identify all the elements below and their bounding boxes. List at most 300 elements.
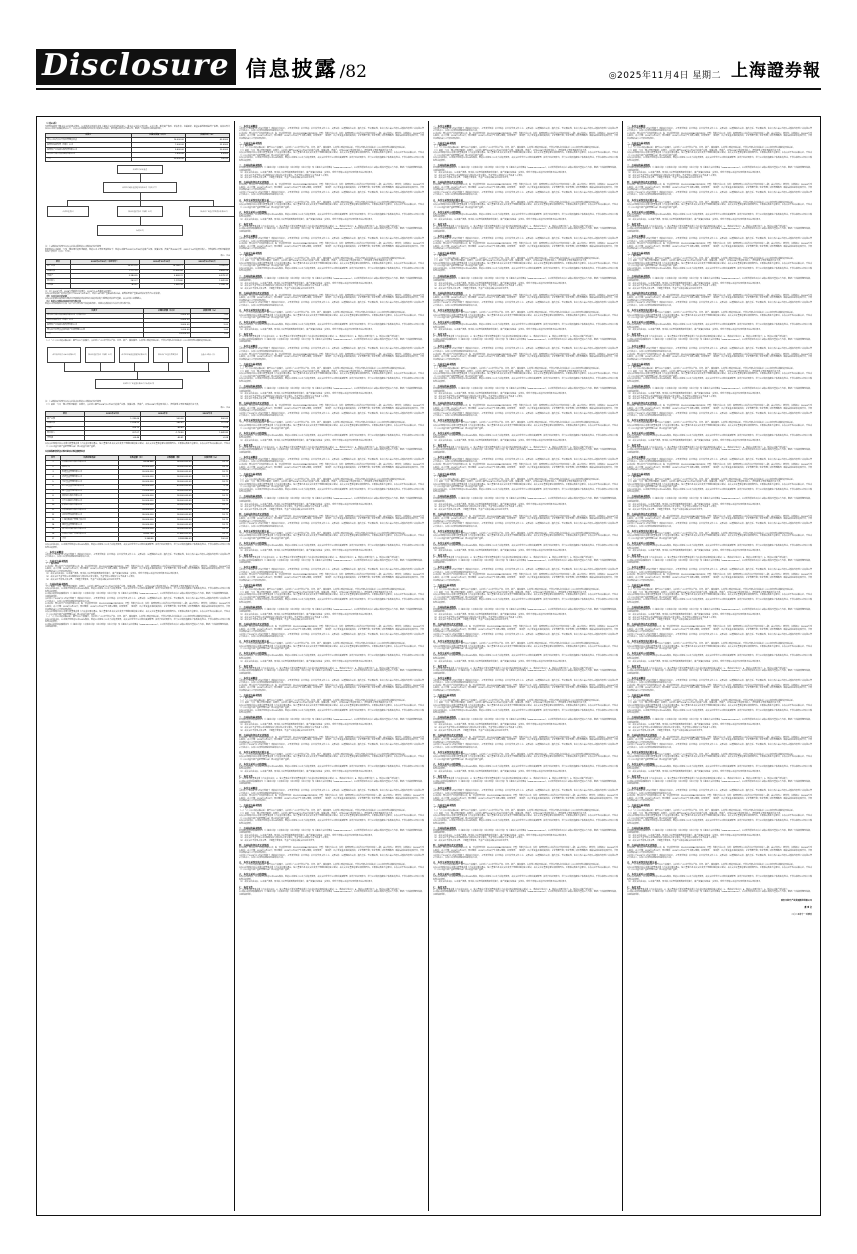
paragraph: 交易各方于2025年11月3日签署了《股权转让协议》，主要条款包括：转让标的、转让价款及支付方式、交割安排、过渡期损益安排、违约责任、争议解决等。协议自各方法定代表人或授权代表签字并加盖公章之日起成立，在各方内部有权审批机构批准后生效。 (45, 598, 230, 603)
paragraph: 1、公司第五届董事会第十六次会议决议；2、独立董事关于第五届董事会第十六次会议相关事项的独立意见；3、《股权转让协议》；4、标的公司审计报告；5、标的公司资产评估报告。 (627, 667, 790, 670)
paragraph: 本次交易事项已经公司第五届董事会第十六次会议审议通过，独立董事已对本次交易发表了明确同意的独立意见。本次交易在董事会审议权限范围内，无需提交股东大会审议。本次交易不构成关联交易，不构成《上市公司重大资产重组管理办法》规定的重大资产重组。 (433, 314, 618, 320)
section-heading: 二、交易对方基本情况 (239, 804, 262, 808)
section-heading: 三、交易标的基本情况 (45, 582, 68, 586)
cell: 80,000,000 (119, 484, 156, 489)
paragraph: （3）本次交易不涉及人员安置、土地租赁等情况，不会产生新的关联交易和同业竞争。 (239, 508, 317, 511)
paragraph: （二）与上市公司的关联关系：截至本公告披露日，交易对方与公司不存在产权、业务、资产、债权债务、人员等方面的其他关系，不存在可能或已经造成上市公司对其利益倾斜的其他关系。 (239, 311, 408, 314)
paragraph: 本次交易事项已经公司第五届董事会第十六次会议审议通过，独立董事已对本次交易发表了明确同意的独立意见。本次交易在董事会审议权限范围内，无需提交股东大会审议。本次交易不构成关联交易，不构成《上市公司重大资产重组管理办法》规定的重大资产重组。 (433, 756, 618, 761)
cell: 18,000,000.00 (155, 465, 193, 470)
cell: 18.72 (193, 518, 230, 523)
cell: 18.72 (193, 532, 230, 537)
paragraph: 公司名称：西安经开产业发展有限公司；统一社会信用代码：91610131MA6TXXXXXX；类型：有限责任公司；住所：陕西省西安市经济技术开发区凤城十二路；法定代表人：张某某；注册资本：18,000万元人民币；成立日期：2016年3月22日；营业期限：2016年3月22日至无固定期限；经营范围：一般项目：以自有资金从事投资活动；企业管理咨询；物业管理；园区管理服务（除依法须经批准的项目外，凭营业执照依法自主开展经营活动）。 (239, 795, 424, 803)
paragraph: （二）与上市公司的关联关系：截至本公告披露日，交易对方与公司不存在产权、业务、资产、债权债务、人员等方面的其他关系，不存在可能或已经造成上市公司对其利益倾斜的其他关系。 (239, 864, 408, 867)
paragraph: （二）与上市公司的关联关系：截至本公告披露日，交易对方与公司不存在产权、业务、资产、债权债务、人员等方面的其他关系，不存在可能或已经造成上市公司对其利益倾斜的其他关系。 (239, 478, 408, 481)
section-heading: 三、交易标的基本情况 (239, 384, 262, 388)
section-heading: 一、本次交易概述 (627, 566, 646, 570)
paragraph: （一）基本情况 (239, 586, 254, 589)
paragraph: （1）本次交易完成后，公司资产规模、营业收入和净利润规模将有所提升，资产负债结构将进一步优化，有利于增强公司的持续盈利能力和抗风险能力。 (239, 218, 375, 221)
paragraph: （三）最近一年又一期主要财务数据：经审计，交易对方截至2024年12月31日的资产总额、负债总额、净资产，以及2024年度的营业收入、净利润等主要财务数据详见下表。 (433, 591, 589, 594)
paragraph: 公司名称：西安经开产业发展有限公司；统一社会信用代码：91610131MA6TXXXXXX；类型：有限责任公司；住所：陕西省西安市经济技术开发区凤城十二路；法定代表人：张某某；注册资本：18,000万元人民币；成立日期：2016年3月22日；营业期限：2016年3月22日至无固定期限；经营范围：一般项目：以自有资金从事投资活动；企业管理咨询；物业管理；园区管理服务（除依法须经批准的项目外，凭营业执照依法自主开展经营活动）。 (239, 463, 424, 472)
paragraph: （1）本次交易完成后，公司资产规模、营业收入和净利润规模将有所提升，资产负债结构将进一步优化，有利于增强公司的持续盈利能力和抗风险能力。 (239, 503, 375, 506)
section-heading: 五、本次交易涉及的关联交易 (433, 640, 463, 644)
paragraph: 公司名称：西安经开产业发展有限公司；统一社会信用代码：91610131MA6TXXXXXX；类型：有限责任公司；住所：陕西省西安市经济技术开发区凤城十二路；法定代表人：张某某；注册资本：18,000万元人民币；成立日期：2016年3月22日；营业期限：2016年3月22日至无固定期限；经营范围：一般项目：以自有资金从事投资活动；企业管理咨询；物业管理；园区管理服务（除依法须经批准的项目外，凭营业执照依法自主开展经营活动）。 (433, 243, 618, 251)
paragraph: 本次交易完成后，公司将持有标的公司100%股权，标的公司将纳入公司合并报表范围。本次交易有利于公司优化资源配置、提升持续经营能力，符合公司发展战略和全体股东的利益，不存在损害公司及中小股东利益的情形。 (45, 588, 230, 593)
section-heading: 五、本次交易涉及的关联交易 (627, 419, 657, 423)
paragraph: 本次交易完成后，公司将持有标的公司100%股权，标的公司将纳入公司合并报表范围。本次交易有利于公司优化资源配置、提升持续经营能力，符合公司发展战略和全体股东的利益，不存在损害公司及中小股东利益的情形。 (627, 267, 812, 273)
paragraph: 交易各方于2025年11月3日签署了《股权转让协议》，主要条款包括：转让标的、转让价款及支付方式、交割安排、过渡期损益安排、违约责任、争议解决等。协议自各方法定代表人或授权代表签字并加盖公章之日起成立，在各方内部有权审批机构批准后生效。 (433, 302, 618, 307)
table-row (46, 157, 230, 162)
cell: 18,000,000.00 (155, 494, 193, 499)
paragraph: 交易各方于2025年11月3日签署了《股权转让协议》，主要条款包括：转让标的、转让价款及支付方式、交割安排、过渡期损益安排、违约责任、争议解决等。协议自各方法定代表人或授权代表签字并加盖公章之日起成立，在各方内部有权审批机构批准后生效。 (239, 191, 424, 197)
paragraph: （3）本次交易不涉及人员安置、土地租赁等情况，不会产生新的关联交易和同业竞争。 (627, 839, 705, 842)
cell: 7,777.25 (70, 269, 139, 274)
paragraph: 本次交易完成后，公司将持有标的公司100%股权，标的公司将纳入公司合并报表范围。本次交易有利于公司优化资源配置、提升持续经营能力，符合公司发展战略和全体股东的利益，不存在损害公司及中小股东利益的情形。 (239, 765, 424, 771)
paragraph: （二）与上市公司的关联关系：截至本公告披露日，交易对方与公司不存在产权、业务、资产、债权债务、人员等方面的其他关系，不存在可能或已经造成上市公司对其利益倾斜的其他关系。 (627, 810, 796, 812)
paragraph: 本次交易事项已经公司第五届董事会第十六次会议审议通过，独立董事已对本次交易发表了明确同意的独立意见。本次交易在董事会审议权限范围内，无需提交股东大会审议。本次交易不构成关联交易，不构成《上市公司重大资产重组管理办法》规定的重大资产重组。 (45, 442, 230, 448)
paragraph: （三）最近一年又一期主要财务数据：经审计，交易对方截至2024年12月31日的资产总额、负债总额、净资产，以及2024年度的营业收入、净利润等主要财务数据详见下表。 (45, 403, 201, 406)
section-heading: 四、交易标的评估及定价情况 (239, 291, 269, 295)
paragraph: 本次交易完成后，公司将持有标的公司100%股权，标的公司将纳入公司合并报表范围。本次交易有利于公司优化资源配置、提升持续经营能力，符合公司发展战略和全体股东的利益，不存在损害公司及中小股东利益的情形。 (627, 876, 812, 881)
section-heading: 四、交易标的评估及定价情况 (239, 402, 269, 406)
paragraph: 交易各方于2025年11月3日签署了《股权转让协议》，主要条款包括：转让标的、转让价款及支付方式、交割安排、过渡期损益安排、违约责任、争议解决等。协议自各方法定代表人或授权代表签字并加盖公章之日起成立，在各方内部有权审批机构批准后生效。 (433, 412, 618, 418)
section-heading: 六、本次交易对公司的影响 (239, 652, 267, 656)
paragraph: 1、公司第五届董事会第十六次会议决议；2、独立董事关于第五届董事会第十六次会议相关事项的独立意见；3、《股权转让协议》；4、标的公司审计报告；5、标的公司资产评估报告。 (433, 225, 596, 228)
paragraph: 本次交易完成后，公司将持有标的公司100%股权，标的公司将纳入公司合并报表范围。本次交易有利于公司优化资源配置、提升持续经营能力，符合公司发展战略和全体股东的利益，不存在损害公司及中小股东利益的情形。 (433, 820, 618, 825)
paragraph: （一）基本情况 (433, 365, 448, 368)
th: 认购股数（股） (155, 456, 193, 461)
paragraph: 交易各方于2025年11月3日签署了《股权转让协议》，主要条款包括：转让标的、转让价款及支付方式、交割安排、过渡期损益安排、违约责任、争议解决等。协议自各方法定代表人或授权代表签字并加盖公章之日起成立，在各方内部有权审批机构批准后生效。 (433, 191, 618, 197)
section-heading: 七、备查文件 (239, 443, 253, 447)
paragraph: （二）与上市公司的关联关系：截至本公告披露日，交易对方与公司不存在产权、业务、资产、债权债务、人员等方面的其他关系，不存在可能或已经造成上市公司对其利益倾斜的其他关系。 (433, 311, 602, 314)
paragraph: 交易各方于2025年11月3日签署了《股权转让协议》，主要条款包括：转让标的、转让价款及支付方式、交割安排、过渡期损益安排、违约责任、争议解决等。协议自各方法定代表人或授权代表签字并加盖公章之日起成立，在各方内部有权审批机构批准后生效。 (433, 854, 618, 860)
paragraph: （1）本次交易完成后，公司资产规模、营业收入和净利润规模将有所提升，资产负债结构将进一步优化，有利于增强公司的持续盈利能力和抗风险能力。 (433, 613, 569, 616)
paragraph: 本次交易完成后，公司将持有标的公司100%股权，标的公司将纳入公司合并报表范围。本次交易有利于公司优化资源配置、提升持续经营能力，符合公司发展战略和全体股东的利益，不存在损害公司及中小股东利益的情形。 (239, 267, 424, 273)
paragraph: （二）与上市公司的关联关系：截至本公告披露日，交易对方与公司不存在产权、业务、资产、债权债务、人员等方面的其他关系，不存在可能或已经造成上市公司对其利益倾斜的其他关系。 (239, 810, 408, 812)
paragraph: 本次交易完成后，公司将持有标的公司100%股权，标的公司将纳入公司合并报表范围。本次交易有利于公司优化资源配置、提升持续经营能力，符合公司发展战略和全体股东的利益，不存在损害公司及中小股东利益的情形。 (627, 324, 812, 329)
cell: 建信基金管理有限公司 (61, 522, 119, 527)
paragraph: （1）本次交易完成后，公司资产规模、营业收入和净利润规模将有所提升，资产负债结构将进一步优化，有利于增强公司的持续盈利能力和抗风险能力。 (627, 172, 763, 175)
paragraph: （2）本次交易不会导致公司控股股东和实际控制人发生变化，不会导致公司股权分布不具备上市条件。 (239, 285, 331, 288)
diagram-node: 西安经开区管委会 (117, 165, 163, 174)
section-heading: 四、交易标的评估及定价情况 (239, 512, 269, 516)
paragraph: （1）本次交易完成后，公司资产规模、营业收入和净利润规模将有所提升，资产负债结构将进一步优化，有利于增强公司的持续盈利能力和抗风险能力。 (627, 439, 763, 442)
paragraph: 交易各方于2025年11月3日签署了《股权转让协议》，主要条款包括：转让标的、转让价款及支付方式、交割安排、过渡期损益安排、违约责任、争议解决等。协议自各方法定代表人或授权代表签字并加盖公章之日起成立，在各方内部有权审批机构批准后生效。 (627, 348, 812, 353)
section-heading: 七、备查文件 (627, 333, 641, 337)
section-heading: 三、交易标的基本情况 (239, 164, 262, 168)
paragraph: （1）本次交易完成后，公司资产规模、营业收入和净利润规模将有所提升，资产负债结构将进一步优化，有利于增强公司的持续盈利能力和抗风险能力。 (239, 724, 375, 727)
section-heading: 七、备查文件 (433, 333, 447, 337)
cell: 36,000,000 (119, 513, 156, 518)
cell: 263.27 (70, 279, 139, 284)
cell: 国信证券股份有限公司 (61, 494, 119, 499)
paragraph: 本次交易完成后，公司将持有标的公司100%股权，标的公司将纳入公司合并报表范围。本次交易有利于公司优化资源配置、提升持续经营能力，符合公司发展战略和全体股东的利益，不存在损害公司及中小股东利益的情形。 (45, 544, 230, 549)
cell: 1,649.85 (184, 279, 229, 284)
paragraph: 公司指定的信息披露媒体为《上海证券报》《中国证券报》《证券时报》《证券日报》及上海证券交易所网站（www.sse.com.cn），公司所有信息均以在上述指定媒体刊登的公告为准，敬请广大投资者理性投资，注意投资风险。 (239, 228, 424, 233)
cell: 45,000,000 (119, 465, 156, 470)
paragraph: （三）最近一年又一期主要财务数据：经审计，交易对方截至2024年12月31日的资产总额、负债总额、净资产，以及2024年度的营业收入、净利润等主要财务数据详见下表。 (433, 149, 589, 152)
cell: 30,000,000 (119, 508, 156, 513)
paragraph: 本次交易事项已经公司第五届董事会第十六次会议审议通过，独立董事已对本次交易发表了明确同意的独立意见。本次交易在董事会审议权限范围内，无需提交股东大会审议。本次交易不构成关联交易，不构成《上市公司重大资产重组管理办法》规定的重大资产重组。 (433, 645, 618, 651)
section-heading: 七、备查文件 (433, 885, 447, 889)
section-heading: 四、交易标的评估及定价情况 (433, 733, 463, 737)
column-4 (623, 121, 816, 1211)
paragraph: （1）本次交易完成后，公司资产规模、营业收入和净利润规模将有所提升，资产负债结构将进一步优化，有利于增强公司的持续盈利能力和抗风险能力。 (627, 218, 763, 221)
paragraph: 本次交易完成后，公司将持有标的公司100%股权，标的公司将纳入公司合并报表范围。本次交易有利于公司优化资源配置、提升持续经营能力，符合公司发展战略和全体股东的利益，不存在损害公司及中小股东利益的情形。 (433, 213, 618, 219)
section-heading: 六、本次交易对公司的影响 (627, 762, 655, 766)
section-heading: 六、本次交易对公司的影响 (433, 873, 461, 877)
post-diagram-paragraph: 根据标的公司最近一年及一期经审计的财务数据，标的公司主要财务指标如下：标的公司截至2025年6月30日的资产总额、负债总额、净资产及2024年度、2025年1-6月的营业收入、净利润等主要财务数据情况如下表所示（单位：万元）。 (45, 248, 230, 254)
section-heading: 四、交易标的评估及定价情况 (239, 181, 269, 185)
section-heading: 三、交易标的基本情况 (239, 274, 262, 278)
section-heading: 七、备查文件 (627, 443, 641, 447)
cell: 18,000,000.00 (155, 460, 193, 465)
paragraph: 公司指定的信息披露媒体为《上海证券报》《中国证券报》《证券时报》《证券日报》及上海证券交易所网站（www.sse.com.cn），公司所有信息均以在上述指定媒体刊登的公告为准，敬请广大投资者理性投资，注意投资风险。 (433, 670, 618, 675)
paragraph: 公司名称：西安经开产业发展有限公司；统一社会信用代码：91610131MA6TXXXXXX；类型：有限责任公司；住所：陕西省西安市经济技术开发区凤城十二路；法定代表人：张某某；注册资本：18,000万元人民币；成立日期：2016年3月22日；营业期限：2016年3月22日至无固定期限；经营范围：一般项目：以自有资金从事投资活动；企业管理咨询；物业管理；园区管理服务（除依法须经批准的项目外，凭营业执照依法自主开展经营活动）。 (433, 184, 618, 192)
th: 序号 (46, 456, 61, 461)
section-heading: 三、交易标的基本情况 (239, 826, 262, 830)
paragraph: 本次交易事项已经公司第五届董事会第十六次会议审议通过，独立董事已对本次交易发表了明确同意的独立意见。本次交易在董事会审议权限范围内，无需提交股东大会审议。本次交易不构成关联交易，不构成《上市公司重大资产重组管理办法》规定的重大资产重组。 (239, 483, 424, 489)
table5-caption: 本次募集配套资金认购对象及认购金额情况表 (45, 451, 86, 454)
paragraph: 本次交易完成后，公司将持有标的公司100%股权，标的公司将纳入公司合并报表范围。本次交易有利于公司优化资源配置、提升持续经营能力，符合公司发展战略和全体股东的利益，不存在损害公司及中小股东利益的情形。 (239, 655, 424, 661)
paragraph: （3）本次交易不涉及人员安置、土地租赁等情况，不会产生新的关联交易和同业竞争。 (627, 729, 705, 732)
th: 认缴出资额（万元） (131, 133, 185, 138)
paragraph: 1、公司第五届董事会第十六次会议决议；2、独立董事关于第五届董事会第十六次会议相关事项的独立意见；3、《股权转让协议》；4、标的公司审计报告；5、标的公司资产评估报告。 (627, 225, 790, 228)
cell: 18,000,000.00 (155, 527, 193, 532)
paragraph: 公司指定的信息披露媒体为《上海证券报》《中国证券报》《证券时报》《证券日报》及上海证券交易所网站（www.sse.com.cn），公司所有信息均以在上述指定媒体刊登的公告为准，敬请广大投资者理性投资，注意投资风险。 (627, 780, 812, 786)
th: 2025年6月末 (84, 412, 140, 417)
paragraph: （三）最近一年又一期主要财务数据：经审计，交易对方截至2024年12月31日的资产总额、负债总额、净资产，以及2024年度的营业收入、净利润等主要财务数据详见下表。 (627, 591, 783, 594)
paragraph: 本次交易完成后，公司将持有标的公司100%股权，标的公司将纳入公司合并报表范围。本次交易有利于公司优化资源配置、提升持续经营能力，符合公司发展战略和全体股东的利益，不存在损害公司及中小股东利益的情形。 (433, 488, 618, 494)
section-heading: 三、交易标的基本情况 (433, 274, 456, 278)
section-heading: 四、交易标的评估及定价情况 (627, 844, 657, 848)
section-heading: 七、备查文件 (239, 664, 253, 668)
paragraph: （3）本次交易不涉及人员安置、土地租赁等情况，不会产生新的关联交易和同业竞争。 (433, 398, 511, 401)
paragraph: （1）本次交易完成后，公司资产规模、营业收入和净利润规模将有所提升，资产负债结构将进一步优化，有利于增强公司的持续盈利能力和抗风险能力。 (627, 329, 763, 332)
paragraph: 本次交易事项已经公司第五届董事会第十六次会议审议通过，独立董事已对本次交易发表了明确同意的独立意见。本次交易在董事会审议权限范围内，无需提交股东大会审议。本次交易不构成关联交易，不构成《上市公司重大资产重组管理办法》规定的重大资产重组。 (433, 704, 618, 710)
paragraph: 本次交易完成后，公司将持有标的公司100%股权，标的公司将纳入公司合并报表范围。本次交易有利于公司优化资源配置、提升持续经营能力，符合公司发展战略和全体股东的利益，不存在损害公司及中小股东利益的情形。 (627, 765, 812, 771)
paragraph: （一）基本情况 (627, 586, 642, 589)
cell: -86.49 (141, 426, 185, 431)
section-heading: 六、本次交易对公司的影响 (627, 431, 655, 435)
paragraph: 公司名称：西安经开产业发展有限公司；统一社会信用代码：91610131MA6TXXXXXX；类型：有限责任公司；住所：陕西省西安市经济技术开发区凤城十二路；法定代表人：张某某；注册资本：18,000万元人民币；成立日期：2016年3月22日；营业期限：2016年3月22日至无固定期限；经营范围：一般项目：以自有资金从事投资活动；企业管理咨询；物业管理；园区管理服务（除依法须经批准的项目外，凭营业执照依法自主开展经营活动）。 (239, 294, 424, 302)
paragraph: （2）本次交易不会导致公司控股股东和实际控制人发生变化，不会导致公司股权分布不具备上市条件。 (433, 395, 525, 398)
cell: 陕西省产业投资控股集团有限公司 (46, 323, 144, 328)
paragraph: （1）本次交易完成后，公司资产规模、营业收入和净利润规模将有所提升，资产负债结构将进一步优化，有利于增强公司的持续盈利能力和抗风险能力。 (239, 613, 375, 616)
th: 项目 (46, 259, 71, 264)
cell: 11,466.88 (139, 269, 184, 274)
paragraph: 交易各方于2025年11月3日签署了《股权转让协议》，主要条款包括：转让标的、转让价款及支付方式、交割安排、过渡期损益安排、违约责任、争议解决等。协议自各方法定代表人或授权代表签字并加盖公章之日起成立，在各方内部有权审批机构批准后生效。 (627, 633, 812, 639)
cell: 上海高毅资产管理合伙企业 (61, 518, 119, 523)
paragraph: 交易各方于2025年11月3日签署了《股权转让协议》，主要条款包括：转让标的、转让价款及支付方式、交割安排、过渡期损益安排、违约责任、争议解决等。协议自各方法定代表人或授权代表签字并加盖公章之日起成立，在各方内部有权审批机构批准后生效。 (627, 127, 812, 133)
cell: 11 (46, 508, 61, 513)
cell: 西安经开城市发展建设有限公司 (46, 152, 132, 157)
cell: 18,000,000.00 (155, 470, 193, 475)
paragraph: （二）与上市公司的关联关系：截至本公告披露日，交易对方与公司不存在产权、业务、资产、债权债务、人员等方面的其他关系，不存在可能或已经造成上市公司对其利益倾斜的其他关系。 (627, 311, 796, 314)
section-heading: 二、交易对方基本情况 (627, 252, 650, 256)
section-heading: 一、本次交易概述 (239, 787, 258, 791)
paragraph: （2）本次交易不会导致公司控股股东和实际控制人发生变化，不会导致公司股权分布不具备上市条件。 (433, 174, 525, 177)
paragraph: （一）基本情况 (433, 255, 448, 258)
section-heading: 一、本次交易概述 (627, 787, 646, 791)
paragraph: 1、公司第五届董事会第十六次会议决议；2、独立董事关于第五届董事会第十六次会议相关事项的独立意见；3、《股权转让协议》；4、标的公司审计报告；5、标的公司资产评估报告。 (627, 888, 790, 891)
diagram-node: 陕西省投资集团（有限）公司 (85, 347, 115, 363)
section-heading: 一、本次交易概述 (239, 124, 258, 128)
section-heading: 六、本次交易对公司的影响 (627, 210, 655, 214)
section-heading: 一、本次交易概述 (433, 345, 452, 349)
paragraph: 公司指定的信息披露媒体为《上海证券报》《中国证券报》《证券时报》《证券日报》及上海证券交易所网站（www.sse.com.cn），公司所有信息均以在上述指定媒体刊登的公告为准，敬请广大投资者理性投资，注意投资风险。 (239, 719, 424, 724)
cell: 5,384.65 (70, 274, 139, 279)
cell: 1,649.85 (185, 431, 229, 436)
paragraph: 本次交易完成后，公司将持有标的公司100%股权，标的公司将纳入公司合并报表范围。本次交易有利于公司优化资源配置、提升持续经营能力，符合公司发展战略和全体股东的利益，不存在损害公司及中小股东利益的情形。 (627, 820, 812, 825)
section-heading: 三、交易标的基本情况 (627, 164, 650, 168)
section-heading: 二、交易对方基本情况 (239, 362, 262, 366)
th: 2024年12月31日 (139, 259, 184, 264)
cell: 18,000,000.00 (155, 475, 193, 480)
paragraph: 本次交易完成后，公司将持有标的公司100%股权，标的公司将纳入公司合并报表范围。本次交易有利于公司优化资源配置、提升持续经营能力，符合公司发展战略和全体股东的利益，不存在损害公司及中小股东利益的情形。 (627, 157, 812, 163)
section-heading: 一、本次交易概述 (239, 566, 258, 570)
paragraph: （1）本次交易完成后，公司资产规模、营业收入和净利润规模将有所提升，资产负债结构将进一步优化，有利于增强公司的持续盈利能力和抗风险能力。 (433, 881, 569, 884)
cell: 18.72 (193, 522, 230, 527)
paragraph: （2）本次交易不会导致公司控股股东和实际控制人发生变化，不会导致公司股权分布不具备上市条件。 (627, 285, 719, 288)
section-heading: 一、本次交易概述 (239, 676, 258, 680)
section-heading: 二、交易对方基本情况 (239, 252, 262, 256)
paragraph: （2）本次交易不会导致公司控股股东和实际控制人发生变化，不会导致公司股权分布不具备上市条件。 (239, 837, 331, 840)
paragraph: （三）最近一年又一期主要财务数据：经审计，交易对方截至2024年12月31日的资产总额、负债总额、净资产，以及2024年度的营业收入、净利润等主要财务数据详见下表。 (239, 591, 395, 594)
cell: 16,000.00 (131, 138, 185, 143)
diagram-node: 陕西省产业投资控股集团 (153, 347, 183, 363)
paragraph: （1）本次交易完成后，公司资产规模、营业收入和净利润规模将有所提升，资产负债结构将进一步优化，有利于增强公司的持续盈利能力和抗风险能力。 (239, 282, 375, 285)
paragraph: 公司指定的信息披露媒体为《上海证券报》《中国证券报》《证券时报》《证券日报》及上海证券交易所网站（www.sse.com.cn），公司所有信息均以在上述指定媒体刊登的公告为准，敬请广大投资者理性投资，注意投资风险。 (627, 228, 812, 233)
section-heading: 三、交易标的基本情况 (433, 495, 456, 499)
paragraph: 公司名称：西安经开产业发展有限公司；统一社会信用代码：91610131MA6TXXXXXX；类型：有限责任公司；住所：陕西省西安市经济技术开发区凤城十二路；法定代表人：张某某；注册资本：18,000万元人民币；成立日期：2016年3月22日；营业期限：2016年3月22日至无固定期限；经营范围：一般项目：以自有资金从事投资活动；企业管理咨询；物业管理；园区管理服务（除依法须经批准的项目外，凭营业执照依法自主开展经营活动）。 (433, 294, 618, 302)
paragraph: （二）与上市公司的关联关系：截至本公告披露日，交易对方与公司不存在产权、业务、资产、债权债务、人员等方面的其他关系，不存在可能或已经造成上市公司对其利益倾斜的其他关系。 (627, 201, 796, 204)
cell: 30.0000 (185, 147, 229, 152)
paragraph: （3）本次交易不涉及人员安置、土地租赁等情况，不会产生新的关联交易和同业竞争。 (239, 729, 317, 732)
cell: 5,000.00 (143, 318, 191, 323)
cell: 5.76 (193, 484, 230, 489)
paragraph: 本次交易完成后，公司将持有标的公司100%股权，标的公司将纳入公司合并报表范围。本次交易有利于公司优化资源配置、提升持续经营能力，符合公司发展战略和全体股东的利益，不存在损害公司及中小股东利益的情形。 (627, 545, 812, 550)
cell: 资产总额 (46, 417, 85, 422)
paragraph: 1、公司第五届董事会第十六次会议决议；2、独立董事关于第五届董事会第十六次会议相关事项的独立意见；3、《股权转让协议》；4、标的公司审计报告；5、标的公司资产评估报告。 (433, 336, 596, 339)
paragraph: 1、公司第五届董事会第十六次会议决议；2、独立董事关于第五届董事会第十六次会议相关事项的独立意见；3、《股权转让协议》；4、标的公司审计报告；5、标的公司资产评估报告。 (433, 778, 596, 781)
cell: 16,146.77 (139, 264, 184, 269)
paragraph: 本次交易完成后，公司将持有标的公司100%股权，标的公司将纳入公司合并报表范围。本次交易有利于公司优化资源配置、提升持续经营能力，符合公司发展战略和全体股东的利益，不存在损害公司及中小股东利益的情形。 (627, 488, 812, 494)
th: 2025年6月30日（未经审计） (70, 259, 139, 264)
paragraph: 公司指定的信息披露媒体为《上海证券报》《中国证券报》《证券时报》《证券日报》及上海证券交易所网站（www.sse.com.cn），公司所有信息均以在上述指定媒体刊登的公告为准，敬请广大投资者理性投资，注意投资风险。 (627, 891, 812, 896)
section-heading: 六、本次交易对公司的影响 (433, 542, 461, 546)
paragraph: 1、公司第五届董事会第十六次会议决议；2、独立董事关于第五届董事会第十六次会议相关事项的独立意见；3、《股权转让协议》；4、标的公司审计报告；5、标的公司资产评估报告。 (239, 888, 402, 891)
paragraph: （2）本次交易不会导致公司控股股东和实际控制人发生变化，不会导致公司股权分布不具备上市条件。 (433, 616, 525, 619)
intro-paragraph: 为便利投资者了解本次交易的相关情况，公司根据中国证监会及上海证券交易所的相关规定，就本次交易的主要内容、交易方案、标的资产情况、评估作价、业绩承诺、资金来源等事项进行了说明，具体内容详见本公司同日披露的相关公告。本次交易尚需取得有权部门的批准或核准，能否通过尚存在不确定性，敬请广大投资者注意投资风险。 (45, 125, 230, 131)
section-heading: 六、本次交易对公司的影响 (239, 431, 267, 435)
cell: 100.00 (193, 537, 230, 542)
paragraph: （三）最近一年又一期主要财务数据：经审计，交易对方截至2024年12月31日的资产总额、负债总额、净资产，以及2024年度的营业收入、净利润等主要财务数据详见下表。 (627, 481, 783, 484)
section-heading: 二、交易对方基本情况 (433, 694, 456, 697)
paragraph: 公司名称：西安经开产业发展有限公司；统一社会信用代码：91610131MA6TXXXXXX；类型：有限责任公司；住所：陕西省西安市经济技术开发区凤城十二路；法定代表人：张某某；注册资本：18,000万元人民币；成立日期：2016年3月22日；营业期限：2016年3月22日至无固定期限；经营范围：一般项目：以自有资金从事投资活动；企业管理咨询；物业管理；园区管理服务（除依法须经批准的项目外，凭营业执照依法自主开展经营活动）。 (239, 847, 424, 855)
section-heading: 六、本次交易对公司的影响 (433, 431, 461, 435)
paragraph: （1）本次交易完成后，公司资产规模、营业收入和净利润规模将有所提升，资产负债结构将进一步优化，有利于增强公司的持续盈利能力和抗风险能力。 (627, 660, 763, 663)
table-row (46, 332, 230, 337)
section-heading: 五、本次交易涉及的关联交易 (433, 419, 463, 423)
cell: 中国银河证券股份有限公司 (61, 460, 119, 465)
paragraph: （1）本次交易完成后，公司资产规模、营业收入和净利润规模将有所提升，资产负债结构将进一步优化，有利于增强公司的持续盈利能力和抗风险能力。 (627, 834, 763, 837)
cell: 30,000,000 (119, 475, 156, 480)
paragraph: 交易各方于2025年11月3日签署了《股权转让协议》，主要条款包括：转让标的、转让价款及支付方式、交割安排、过渡期损益安排、违约责任、争议解决等。协议自各方法定代表人或授权代表签字并加盖公章之日起成立，在各方内部有权审批机构批准后生效。 (239, 348, 424, 353)
cell: 诺德基金管理有限公司 (61, 475, 119, 480)
table-shareholders-before (45, 133, 230, 163)
paragraph: 本次交易事项已经公司第五届董事会第十六次会议审议通过，独立董事已对本次交易发表了明确同意的独立意见。本次交易在董事会审议权限范围内，无需提交股东大会审议。本次交易不构成关联交易，不构成《上市公司重大资产重组管理办法》规定的重大资产重组。 (627, 262, 812, 268)
paragraph: 本次交易完成后，公司将持有标的公司100%股权，标的公司将纳入公司合并报表范围。本次交易有利于公司优化资源配置、提升持续经营能力，符合公司发展战略和全体股东的利益，不存在损害公司及中小股东利益的情形。 (627, 213, 812, 219)
paragraph: 交易各方于2025年11月3日签署了《股权转让协议》，主要条款包括：转让标的、转让价款及支付方式、交割安排、过渡期损益安排、违约责任、争议解决等。协议自各方法定代表人或授权代表签字并加盖公章之日起成立，在各方内部有权审批机构批准后生效。 (627, 569, 812, 574)
section-heading: 五、本次交易涉及的关联交易 (239, 529, 269, 533)
section-heading: 五、本次交易涉及的关联交易 (239, 640, 269, 644)
paragraph: （1）本次交易完成后，公司资产规模、营业收入和净利润规模将有所提升，资产负债结构将进一步优化，有利于增强公司的持续盈利能力和抗风险能力。 (627, 393, 763, 396)
cell: 500.00 (141, 417, 185, 422)
cell: 18,000,000.00 (155, 518, 193, 523)
paragraph: 公司名称：西安经开产业发展有限公司；统一社会信用代码：91610131MA6TXXXXXX；类型：有限责任公司；住所：陕西省西安市经济技术开发区凤城十二路；法定代表人：张某某；注册资本：18,000万元人民币；成立日期：2016年3月22日；营业期限：2016年3月22日至无固定期限；经营范围：一般项目：以自有资金从事投资活动；企业管理咨询；物业管理；园区管理服务（除依法须经批准的项目外，凭营业执照依法自主开展经营活动）。 (239, 626, 424, 634)
paragraph: （1）本次交易完成后，公司资产规模、营业收入和净利润规模将有所提升，资产负债结构将进一步优化，有利于增强公司的持续盈利能力和抗风险能力。 (239, 393, 375, 396)
paragraph: （一）基本情况 (239, 476, 254, 479)
cell: 18,000,000.00 (155, 489, 193, 494)
paragraph: 本次交易完成后，公司将持有标的公司100%股权，标的公司将纳入公司合并报表范围。本次交易有利于公司优化资源配置、提升持续经营能力，符合公司发展战略和全体股东的利益，不存在损害公司及中小股东利益的情形。 (45, 618, 230, 624)
paragraph: （一）基本情况 (627, 697, 642, 699)
section-heading: 六、本次交易对公司的影响 (433, 321, 461, 325)
paragraph: 本次交易完成后，公司将持有标的公司100%股权，标的公司将纳入公司合并报表范围。本次交易有利于公司优化资源配置、提升持续经营能力，符合公司发展战略和全体股东的利益，不存在损害公司及中小股东利益的情形。 (239, 545, 424, 550)
paragraph: （二）与上市公司的关联关系：截至本公告披露日，交易对方与公司不存在产权、业务、资产、债权债务、人员等方面的其他关系，不存在可能或已经造成上市公司对其利益倾斜的其他关系。 (239, 422, 408, 425)
diagram-node: 其他中小股东合计 (187, 347, 229, 363)
paragraph: 公司名称：西安经开产业发展有限公司；统一社会信用代码：91610131MA6TXXXXXX；类型：有限责任公司；住所：陕西省西安市经济技术开发区凤城十二路；法定代表人：张某某；注册资本：18,000万元人民币；成立日期：2016年3月22日；营业期限：2016年3月22日至无固定期限；经营范围：一般项目：以自有资金从事投资活动；企业管理咨询；物业管理；园区管理服务（除依法须经批准的项目外，凭营业执照依法自主开展经营活动）。 (433, 353, 618, 361)
paragraph: 公司指定的信息披露媒体为《上海证券报》《中国证券报》《证券时报》《证券日报》及上海证券交易所网站（www.sse.com.cn），公司所有信息均以在上述指定媒体刊登的公告为准，敬请广大投资者理性投资，注意投资风险。 (239, 670, 424, 675)
section-heading: 六、本次交易对公司的影响 (627, 321, 655, 325)
section-heading: 六、本次交易对公司的影响 (239, 321, 267, 325)
paragraph: 公司指定的信息披露媒体为《上海证券报》《中国证券报》《证券时报》《证券日报》及上海证券交易所网站（www.sse.com.cn），公司所有信息均以在上述指定媒体刊登的公告为准，敬请广大投资者理性投资，注意投资风险。 (433, 338, 618, 344)
section-heading: 二、交易对方基本情况 (627, 473, 650, 477)
cell: 5,400.00 (131, 147, 185, 152)
th: 持股比例（%） (191, 308, 230, 313)
paragraph: （三）最近一年又一期主要财务数据：经审计，交易对方截至2024年12月31日的资产总额、负债总额、净资产，以及2024年度的营业收入、净利润等主要财务数据详见下表。 (627, 812, 783, 815)
section-heading: 六、本次交易对公司的影响 (627, 873, 655, 877)
section-heading: 三、交易标的基本情况 (239, 495, 262, 499)
cell: 中信建投证券股份有限公司 (61, 508, 119, 513)
section-heading: 三、交易标的基本情况 (433, 716, 456, 720)
paragraph: 本次交易完成后，公司将持有标的公司100%股权，标的公司将纳入公司合并报表范围。本次交易有利于公司优化资源配置、提升持续经营能力，符合公司发展战略和全体股东的利益，不存在损害公司及中小股东利益的情形。 (627, 709, 812, 715)
paragraph: 公司名称：西安经开产业发展有限公司；统一社会信用代码：91610131MA6TXXXXXX；类型：有限责任公司；住所：陕西省西安市经济技术开发区凤城十二路；法定代表人：张某某；注册资本：18,000万元人民币；成立日期：2016年3月22日；营业期限：2016年3月22日至无固定期限；经营范围：一般项目：以自有资金从事投资活动；企业管理咨询；物业管理；园区管理服务（除依法须经批准的项目外，凭营业执照依法自主开展经营活动）。 (627, 405, 812, 413)
cell: 75,000,000 (119, 489, 156, 494)
paragraph: （3）本次交易不涉及人员安置、土地租赁等情况，不会产生新的关联交易和同业竞争。 (433, 287, 511, 290)
diagram-node: 西安经发集团 (47, 206, 89, 217)
paragraph: 公司指定的信息披露媒体为《上海证券报》《中国证券报》《证券时报》《证券日报》及上海证券交易所网站（www.sse.com.cn），公司所有信息均以在上述指定媒体刊登的公告为准，敬请广大投资者理性投资，注意投资风险。 (239, 449, 424, 454)
cell: 326.13 (84, 426, 140, 431)
cell: 1,740.66 (84, 417, 140, 422)
section-heading: 三、交易标的基本情况 (433, 605, 456, 609)
paragraph: （3）本次交易不涉及人员安置、土地租赁等情况，不会产生新的关联交易和同业竞争。 (433, 729, 511, 732)
paragraph: 本次交易事项已经公司第五届董事会第十六次会议审议通过，独立董事已对本次交易发表了明确同意的独立意见。本次交易在董事会审议权限范围内，无需提交股东大会审议。本次交易不构成关联交易，不构成《上市公司重大资产重组管理办法》规定的重大资产重组。 (239, 704, 424, 710)
paragraph: 公司指定的信息披露媒体为《上海证券报》《中国证券报》《证券时报》《证券日报》及上海证券交易所网站（www.sse.com.cn），公司所有信息均以在上述指定媒体刊登的公告为准，敬请广大投资者理性投资，注意投资风险。 (433, 780, 618, 786)
paragraph: 公司名称：西安经开产业发展有限公司；统一社会信用代码：91610131MA6TXXXXXX；类型：有限责任公司；住所：陕西省西安市经济技术开发区凤城十二路；法定代表人：张某某；注册资本：18,000万元人民币；成立日期：2016年3月22日；营业期限：2016年3月22日至无固定期限；经营范围：一般项目：以自有资金从事投资活动；企业管理咨询；物业管理；园区管理服务（除依法须经批准的项目外，凭营业执照依法自主开展经营活动）。 (239, 405, 424, 413)
paragraph: 交易各方于2025年11月3日签署了《股权转让协议》，主要条款包括：转让标的、转让价款及支付方式、交割安排、过渡期损益安排、违约责任、争议解决等。协议自各方法定代表人或授权代表签字并加盖公章之日起成立，在各方内部有权审批机构批准后生效。 (433, 790, 618, 795)
section-heading: 七、备查文件 (433, 554, 447, 558)
paragraph: 交易各方于2025年11月3日签署了《股权转让协议》，主要条款包括：转让标的、转让价款及支付方式、交割安排、过渡期损益安排、违约责任、争议解决等。协议自各方法定代表人或授权代表签字并加盖公章之日起成立，在各方内部有权审批机构批准后生效。 (239, 790, 424, 795)
cell: 申万宏源证券有限公司 (61, 499, 119, 504)
paragraph: （一）基本情况 (433, 807, 448, 810)
paragraph: （三）最近一年又一期主要财务数据：经审计，交易对方截至2024年12月31日的资产总额、负债总额、净资产，以及2024年度的营业收入、净利润等主要财务数据详见下表。 (433, 702, 589, 705)
paragraph: 1、公司第五届董事会第十六次会议决议；2、独立董事关于第五届董事会第十六次会议相关事项的独立意见；3、《股权转让协议》；4、标的公司审计报告；5、标的公司资产评估报告。 (239, 446, 402, 449)
paragraph: 交易各方于2025年11月3日签署了《股权转让协议》，主要条款包括：转让标的、转让价款及支付方式、交割安排、过渡期损益安排、违约责任、争议解决等。协议自各方法定代表人或授权代表签字并加盖公章之日起成立，在各方内部有权审批机构批准后生效。 (627, 412, 812, 418)
paragraph: （二）与上市公司的关联关系：截至本公告披露日，交易对方与公司不存在产权、业务、资产、债权债务、人员等方面的其他关系，不存在可能或已经造成上市公司对其利益倾斜的其他关系。 (239, 699, 408, 702)
cell: 15 (46, 527, 61, 532)
section-heading: 四、交易标的评估及定价情况 (627, 291, 657, 295)
paragraph: （2）本次交易不会导致公司控股股东和实际控制人发生变化，不会导致公司股权分布不具备上市条件。 (45, 576, 137, 579)
cell: 合计 (46, 157, 132, 162)
section-heading: 二、交易对方基本情况 (433, 804, 456, 808)
section-heading: 一、本次交易概述 (627, 234, 646, 238)
section-heading: 四、交易标的评估及定价情况 (627, 402, 657, 406)
signature-date: 二〇二五年十一月四日 (791, 914, 812, 917)
cell: 负债总额 (46, 421, 85, 426)
cell: 18.72 (193, 470, 230, 475)
paragraph: 公司名称：西安经开产业发展有限公司；统一社会信用代码：91610131MA6TXXXXXX；类型：有限责任公司；住所：陕西省西安市经济技术开发区凤城十二路；法定代表人：张某某；注册资本：18,000万元人民币；成立日期：2016年3月22日；营业期限：2016年3月22日至无固定期限；经营范围：一般项目：以自有资金从事投资活动；企业管理咨询；物业管理；园区管理服务（除依法须经批准的项目外，凭营业执照依法自主开展经营活动）。 (45, 565, 230, 573)
paragraph: 公司名称：西安经开产业发展有限公司；统一社会信用代码：91610131MA6TXXXXXX；类型：有限责任公司；住所：陕西省西安市经济技术开发区凤城十二路；法定代表人：张某某；注册资本：18,000万元人民币；成立日期：2016年3月22日；营业期限：2016年3月22日至无固定期限；经营范围：一般项目：以自有资金从事投资活动；企业管理咨询；物业管理；园区管理服务（除依法须经批准的项目外，凭营业执照依法自主开展经营活动）。 (433, 132, 618, 140)
paragraph: （二）与上市公司的关联关系：截至本公告披露日，交易对方与公司不存在产权、业务、资产、债权债务、人员等方面的其他关系，不存在可能或已经造成上市公司对其利益倾斜的其他关系。 (433, 478, 602, 481)
section-heading: 一、本次交易概述 (239, 234, 258, 238)
paragraph: （2）本次交易不会导致公司控股股东和实际控制人发生变化，不会导致公司股权分布不具备上市条件。 (627, 174, 719, 177)
paragraph: 本次交易事项已经公司第五届董事会第十六次会议审议通过，独立董事已对本次交易发表了明确同意的独立意见。本次交易在董事会审议权限范围内，无需提交股东大会审议。本次交易不构成关联交易，不构成《上市公司重大资产重组管理办法》规定的重大资产重组。 (433, 204, 618, 209)
cell: 586.49 (141, 421, 185, 426)
paragraph: 1、公司第五届董事会第十六次会议决议；2、独立董事关于第五届董事会第十六次会议相关事项的独立意见；3、《股权转让协议》；4、标的公司审计报告；5、标的公司资产评估报告。 (239, 225, 402, 228)
section-heading: 一、本次交易概述 (45, 550, 64, 554)
masthead-right (609, 56, 821, 85)
paragraph: 本次交易完成后，公司将持有标的公司100%股权，标的公司将纳入公司合并报表范围。本次交易有利于公司优化资源配置、提升持续经营能力，符合公司发展战略和全体股东的利益，不存在损害公司及中小股东利益的情形。 (239, 434, 424, 440)
paragraph: 公司指定的信息披露媒体为《上海证券报》《中国证券报》《证券时报》《证券日报》及上海证券交易所网站（www.sse.com.cn），公司所有信息均以在上述指定媒体刊登的公告为准，敬请广大投资者理性投资，注意投资风险。 (239, 559, 424, 565)
paragraph: （1）本次交易完成后，公司资产规模、营业收入和净利润规模将有所提升，资产负债结构将进一步优化，有利于增强公司的持续盈利能力和抗风险能力。 (433, 393, 569, 396)
paragraph: 交易各方于2025年11月3日签署了《股权转让协议》，主要条款包括：转让标的、转让价款及支付方式、交割安排、过渡期损益安排、违约责任、争议解决等。协议自各方法定代表人或授权代表签字并加盖公章之日起成立，在各方内部有权审批机构批准后生效。 (239, 679, 424, 685)
cell: 5,468.31 (139, 274, 184, 279)
paragraph: 公司名称：西安经开产业发展有限公司；统一社会信用代码：91610131MA6TXXXXXX；类型：有限责任公司；住所：陕西省西安市经济技术开发区凤城十二路；法定代表人：张某某；注册资本：18,000万元人民币；成立日期：2016年3月22日；营业期限：2016年3月22日至无固定期限；经营范围：一般项目：以自有资金从事投资活动；企业管理咨询；物业管理；园区管理服务（除依法须经批准的项目外，凭营业执照依法自主开展经营活动）。 (239, 243, 424, 251)
paragraph: 本次交易事项已经公司第五届董事会第十六次会议审议通过，独立董事已对本次交易发表了明确同意的独立意见。本次交易在董事会审议权限范围内，无需提交股东大会审议。本次交易不构成关联交易，不构成《上市公司重大资产重组管理办法》规定的重大资产重组。 (627, 424, 812, 430)
paragraph: 公司名称：西安经开产业发展有限公司；统一社会信用代码：91610131MA6TXXXXXX；类型：有限责任公司；住所：陕西省西安市经济技术开发区凤城十二路；法定代表人：张某某；注册资本：18,000万元人民币；成立日期：2016年3月22日；营业期限：2016年3月22日至无固定期限；经营范围：一般项目：以自有资金从事投资活动；企业管理咨询；物业管理；园区管理服务（除依法须经批准的项目外，凭营业执照依法自主开展经营活动）。 (627, 847, 812, 855)
section-heading: 一、本次交易概述 (239, 345, 258, 349)
paragraph: （1）本次交易完成后，公司资产规模、营业收入和净利润规模将有所提升，资产负债结构将进一步优化，有利于增强公司的持续盈利能力和抗风险能力。 (627, 550, 763, 553)
cell: 西安经开区管委会国有资产监督管理办公室 (46, 328, 144, 333)
paragraph: 公司指定的信息披露媒体为《上海证券报》《中国证券报》《证券时报》《证券日报》及上海证券交易所网站（www.sse.com.cn），公司所有信息均以在上述指定媒体刊登的公告为准，敬请广大投资者理性投资，注意投资风险。 (433, 167, 618, 172)
diagram-node: 西安经开城市发展建设有限公司（持股平台） (103, 182, 177, 193)
section-heading: 六、本次交易对公司的影响 (239, 873, 267, 877)
cell: 68,88,886 (119, 460, 156, 465)
section-heading: 一、本次交易概述 (433, 455, 452, 459)
cell: 4,378.37 (184, 274, 229, 279)
paragraph: 本次交易事项已经公司第五届董事会第十六次会议审议通过，独立董事已对本次交易发表了明确同意的独立意见。本次交易在董事会审议权限范围内，无需提交股东大会审议。本次交易不构成关联交易，不构成《上市公司重大资产重组管理办法》规定的重大资产重组。 (627, 704, 812, 710)
paragraph: （3）本次交易不涉及人员安置、土地租赁等情况，不会产生新的关联交易和同业竞争。 (239, 398, 317, 401)
section-heading: 六、本次交易对公司的影响 (239, 210, 267, 214)
cell: 10 (46, 503, 61, 508)
paragraph: 公司指定的信息披露媒体为《上海证券报》《中国证券报》《证券时报》《证券日报》及上海证券交易所网站（www.sse.com.cn），公司所有信息均以在上述指定媒体刊登的公告为准，敬请广大投资者理性投资，注意投资风险。 (433, 498, 618, 503)
paragraph: 公司名称：西安经开产业发展有限公司；统一社会信用代码：91610131MA6TXXXXXX；类型：有限责任公司；住所：陕西省西安市经济技术开发区凤城十二路；法定代表人：张某某；注册资本：18,000万元人民币；成立日期：2016年3月22日；营业期限：2016年3月22日至无固定期限；经营范围：一般项目：以自有资金从事投资活动；企业管理咨询；物业管理；园区管理服务（除依法须经批准的项目外，凭营业执照依法自主开展经营活动）。 (239, 132, 424, 140)
paragraph: 交易各方于2025年11月3日签署了《股权转让协议》，主要条款包括：转让标的、转让价款及支付方式、交割安排、过渡期损益安排、违约责任、争议解决等。协议自各方法定代表人或授权代表签字并加盖公章之日起成立，在各方内部有权审批机构批准后生效。 (433, 348, 618, 353)
paragraph: （一）基本情况 (239, 807, 254, 810)
paragraph: 本次交易事项已经公司第五届董事会第十六次会议审议通过，独立董事已对本次交易发表了明确同意的独立意见。本次交易在董事会审议权限范围内，无需提交股东大会审议。本次交易不构成关联交易，不构成《上市公司重大资产重组管理办法》规定的重大资产重组。 (433, 424, 618, 430)
paragraph: （二）与上市公司的关联关系：截至本公告披露日，交易对方与公司不存在产权、业务、资产、债权债务、人员等方面的其他关系，不存在可能或已经造成上市公司对其利益倾斜的其他关系。 (433, 753, 602, 756)
paragraph: 公司名称：西安经开产业发展有限公司；统一社会信用代码：91610131MA6TXXXXXX；类型：有限责任公司；住所：陕西省西安市经济技术开发区凤城十二路；法定代表人：张某某；注册资本：18,000万元人民币；成立日期：2016年3月22日；营业期限：2016年3月22日至无固定期限；经营范围：一般项目：以自有资金从事投资活动；企业管理咨询；物业管理；园区管理服务（除依法须经批准的项目外，凭营业执照依法自主开展经营活动）。 (627, 626, 812, 634)
signature-company: 西安市经开产业发展股份有限公司 (780, 900, 812, 903)
paragraph: 本次交易事项已经公司第五届董事会第十六次会议审议通过，独立董事已对本次交易发表了明确同意的独立意见。本次交易在董事会审议权限范围内，无需提交股东大会审议。本次交易不构成关联交易，不构成《上市公司重大资产重组管理办法》规定的重大资产重组。 (433, 815, 618, 820)
paragraph: 公司指定的信息披露媒体为《上海证券报》《中国证券报》《证券时报》《证券日报》及上海证券交易所网站（www.sse.com.cn），公司所有信息均以在上述指定媒体刊登的公告为准，敬请广大投资者理性投资，注意投资风险。 (433, 559, 618, 565)
paragraph: （1）本次交易完成后，公司资产规模、营业收入和净利润规模将有所提升，资产负债结构将进一步优化，有利于增强公司的持续盈利能力和抗风险能力。 (433, 550, 569, 553)
paragraph: 公司名称：西安经开产业发展有限公司；统一社会信用代码：91610131MA6TXXXXXX；类型：有限责任公司；住所：陕西省西安市经济技术开发区凤城十二路；法定代表人：张某某；注册资本：18,000万元人民币；成立日期：2016年3月22日；营业期限：2016年3月22日至无固定期限；经营范围：一般项目：以自有资金从事投资活动；企业管理咨询；物业管理；园区管理服务（除依法须经批准的项目外，凭营业执照依法自主开展经营活动）。 (433, 463, 618, 472)
section-heading: 五、本次交易涉及的关联交易 (239, 308, 269, 312)
cell: -0.08 (185, 426, 229, 431)
paragraph: （3）本次交易不涉及人员安置、土地租赁等情况，不会产生新的关联交易和同业竞争。 (45, 578, 123, 581)
cell: 3,368,886.00 (155, 537, 193, 542)
